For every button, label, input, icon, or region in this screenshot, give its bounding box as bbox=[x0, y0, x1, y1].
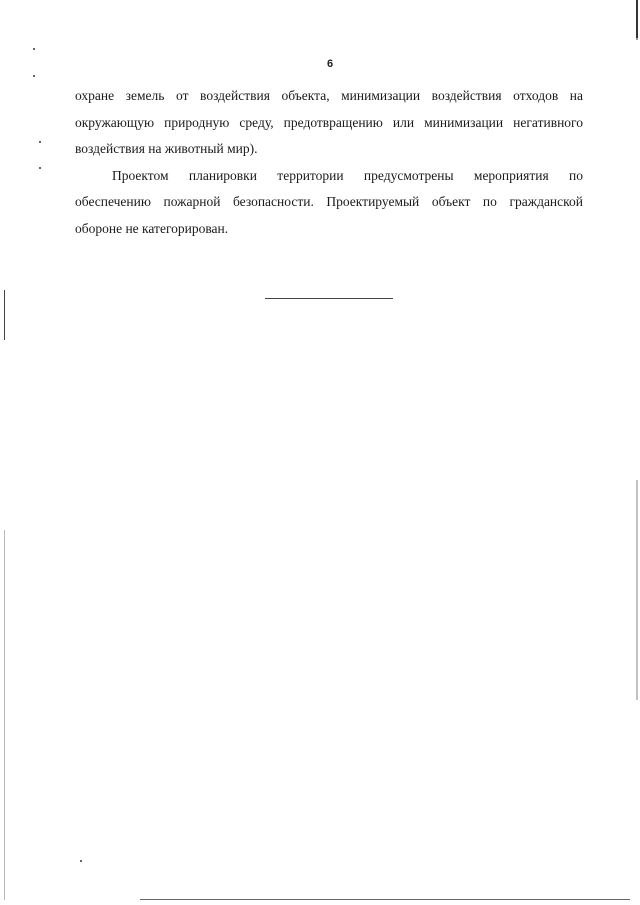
scan-edge-right-top bbox=[636, 0, 638, 38]
scan-edge-left-lower bbox=[4, 530, 5, 900]
paragraph-1-line-1: охране земель от воздействия объекта, минимизации воздействия отходов на bbox=[75, 88, 583, 103]
scan-edge-right bbox=[636, 0, 638, 905]
scan-speck bbox=[33, 75, 35, 77]
paragraph-2-line-2: обеспечению пожарной безопасности. Проектируемый объект по гражданской bbox=[75, 194, 583, 209]
paragraph-2-line-1: Проектом планировки территории предусмотрены мероприятия по bbox=[112, 167, 583, 183]
document-body bbox=[75, 83, 583, 242]
end-separator-line bbox=[265, 298, 393, 299]
scan-speck bbox=[80, 860, 82, 862]
paragraph-1-line-2: окружающую природную среду, предотвращению или минимизации негативного bbox=[75, 114, 583, 130]
scan-speck bbox=[33, 48, 35, 50]
scan-speck bbox=[39, 141, 41, 143]
page-number: 6 bbox=[326, 58, 334, 70]
paragraph-2-line-3: обороне не категорирован. bbox=[75, 220, 229, 236]
scan-edge-bottom bbox=[140, 899, 630, 900]
paragraph-1-line-3: воздействия на животный мир). bbox=[75, 141, 258, 156]
scan-edge-left bbox=[4, 290, 5, 340]
scan-speck bbox=[39, 167, 41, 169]
